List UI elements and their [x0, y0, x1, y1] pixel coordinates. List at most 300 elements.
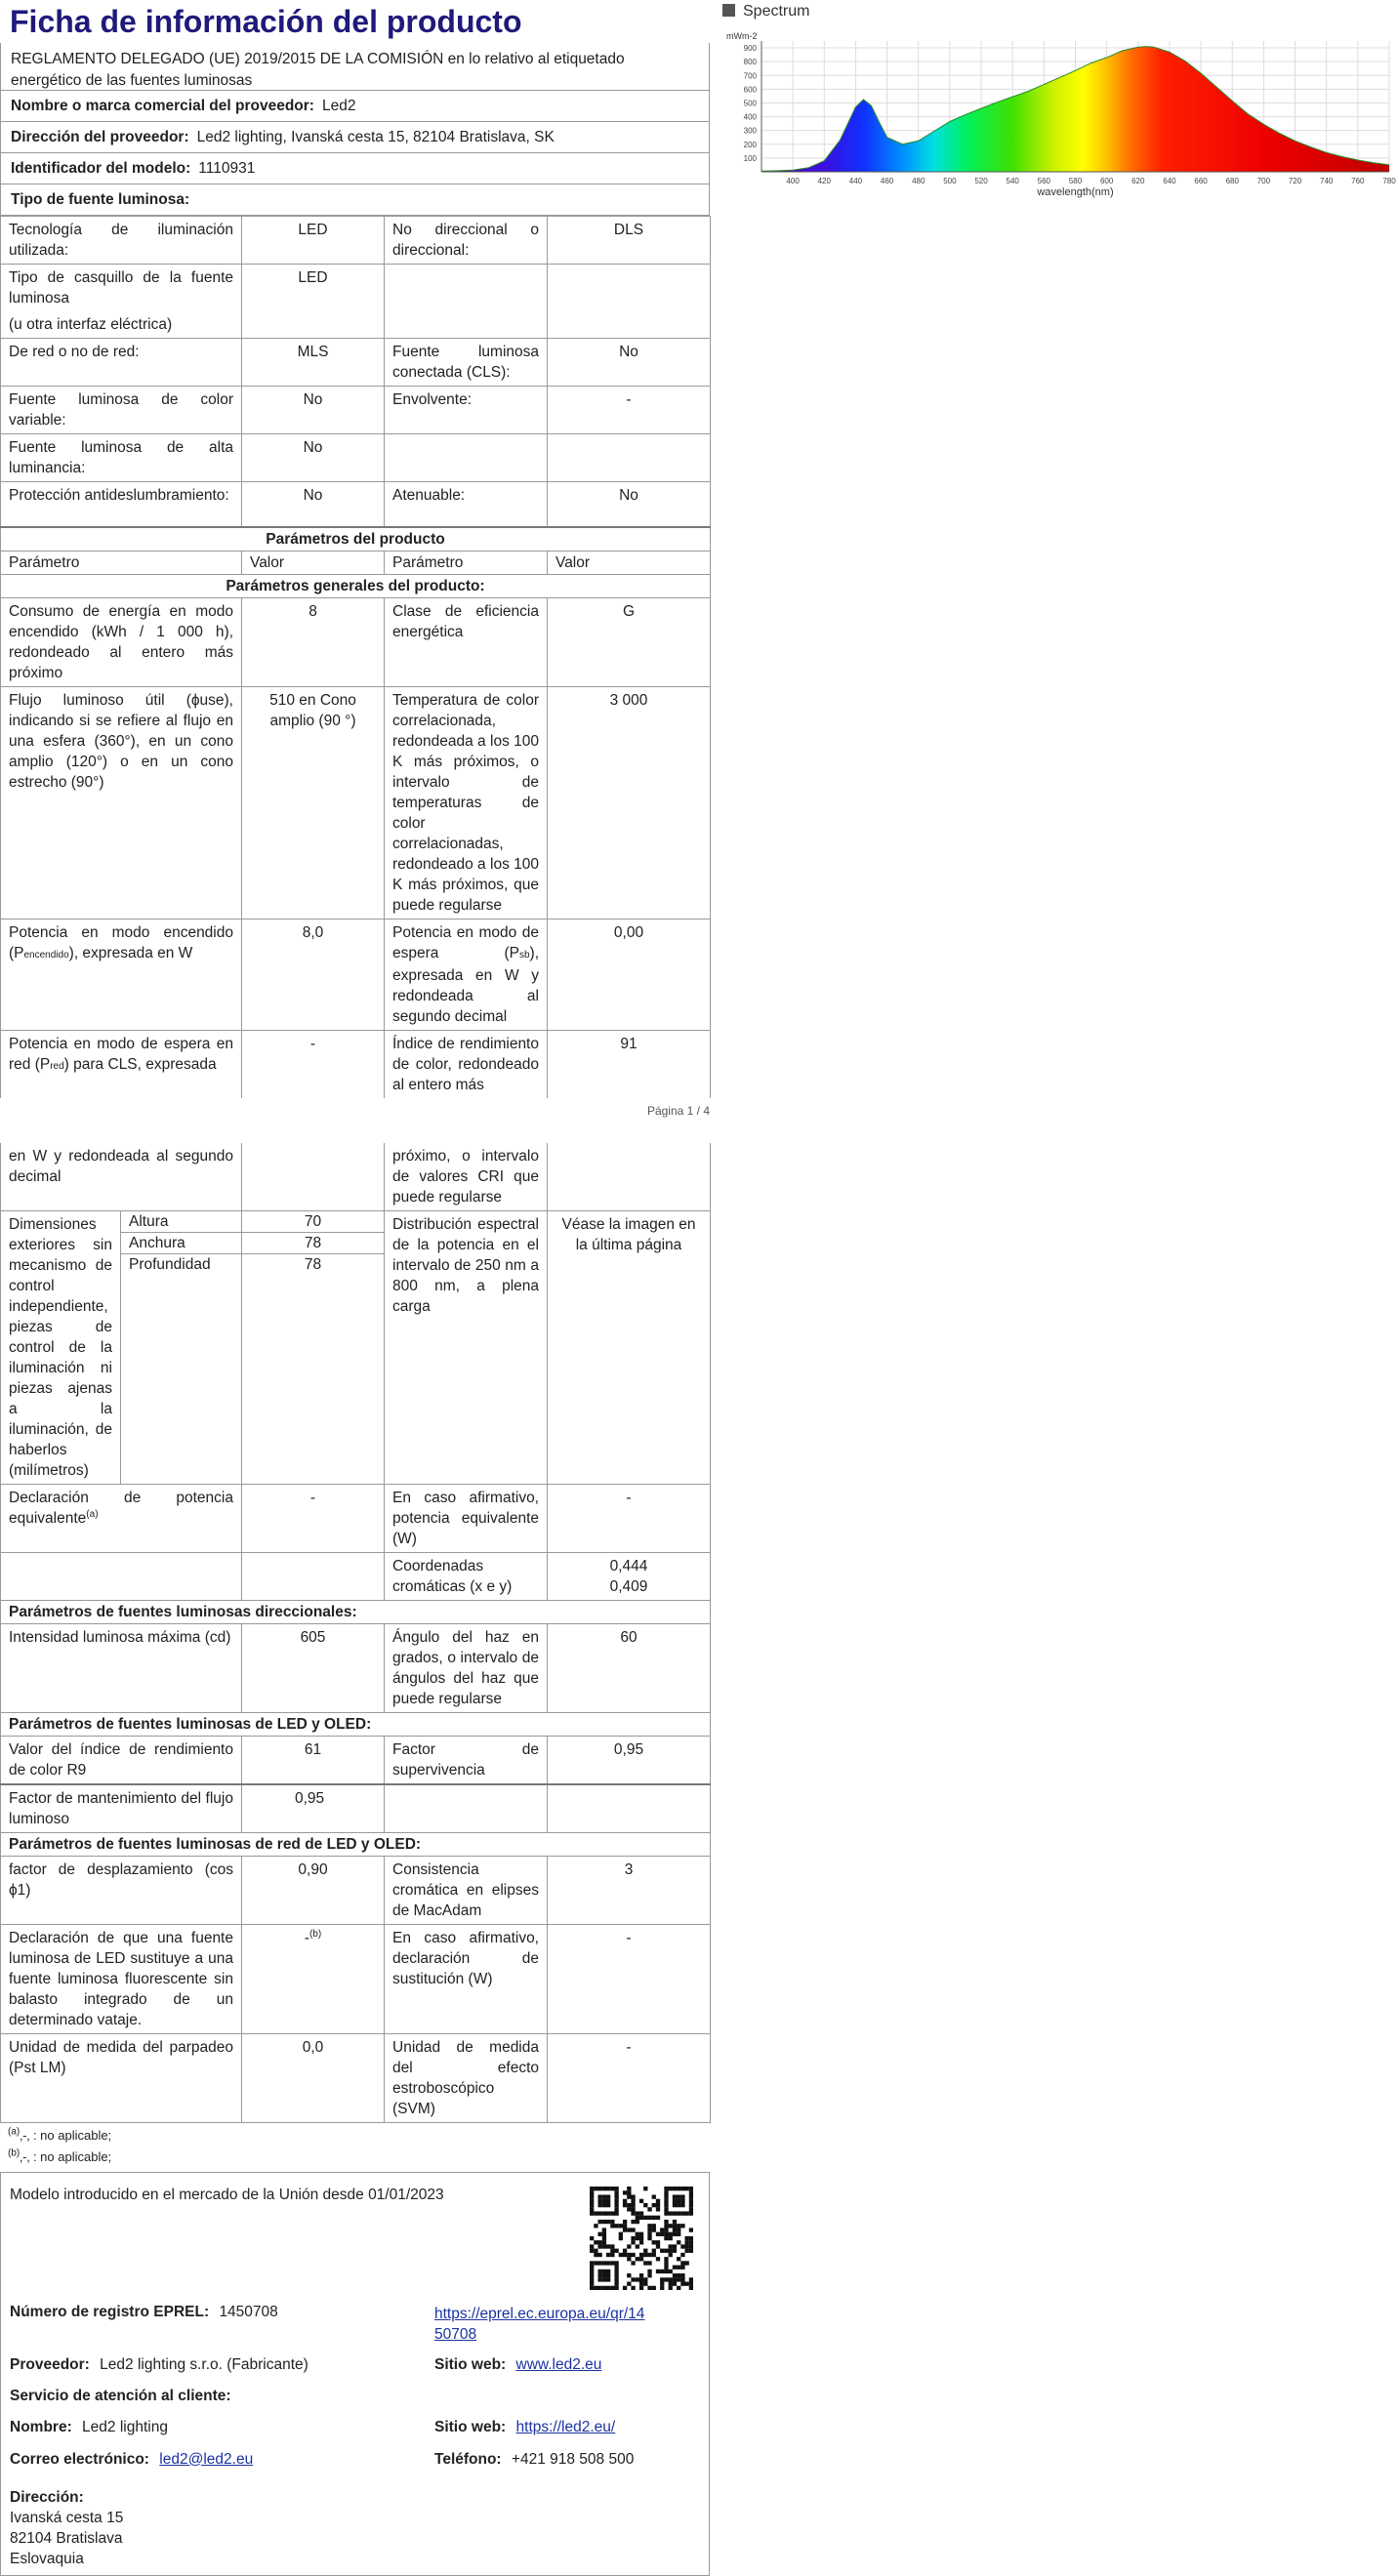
qr-module: [590, 2244, 594, 2248]
qr-module: [590, 2235, 594, 2239]
type-label: Atenuable:: [385, 482, 548, 527]
qr-module: [689, 2211, 693, 2215]
y-axis-label: mWm-2: [726, 31, 758, 41]
qr-module: [680, 2265, 684, 2269]
net-standby-text-end: ) para CLS, expresada: [63, 1055, 217, 1073]
qr-module: [597, 2252, 601, 2256]
footnote-a-text: ‚-‚ : no aplicable;: [20, 2127, 112, 2143]
qr-module: [639, 2281, 643, 2285]
x-tick-label: 400: [786, 177, 800, 185]
depth-value: 78: [242, 1253, 385, 1484]
cct-value: 3 000: [548, 686, 711, 919]
customer-service-heading: Servicio de atención al cliente:: [10, 2387, 231, 2404]
qr-module: [590, 2285, 594, 2289]
qr-module: [602, 2228, 606, 2231]
qr-module: [606, 2194, 610, 2198]
qr-module: [685, 2244, 689, 2248]
qr-module: [689, 2235, 693, 2239]
qr-module: [680, 2202, 684, 2206]
type-value: No: [242, 387, 385, 434]
qr-module: [685, 2235, 689, 2239]
net-standby-sub: red: [50, 1060, 64, 1072]
qr-module: [590, 2198, 594, 2202]
qr-module: [656, 2257, 660, 2261]
cct-label: Temperatura de color correlacionada, redondeada a los 100 K más próximos, o intervalo de temperaturas de color correlacionadas, redondeado a los 100 K más próximos, que puede regularse: [385, 686, 548, 919]
qr-module: [614, 2207, 618, 2211]
qr-module: [627, 2194, 631, 2198]
qr-module: [590, 2211, 594, 2215]
qr-module: [597, 2240, 601, 2244]
fluorescent-dash: -: [304, 1929, 309, 1946]
qr-module: [673, 2265, 677, 2269]
qr-module: [664, 2219, 668, 2223]
qr-module: [623, 2224, 627, 2228]
qr-module: [689, 2190, 693, 2194]
qr-module: [680, 2187, 684, 2190]
qr-module: [673, 2202, 677, 2206]
qr-module: [685, 2261, 689, 2265]
qr-module: [677, 2285, 680, 2289]
qr-module: [673, 2248, 677, 2252]
address-line: Ivanská cesta 15: [10, 2509, 124, 2526]
type-value: No: [548, 482, 711, 527]
on-power-label: [1, 919, 242, 1030]
color-consistency-label: Consistencia cromática en elipses de MacAdam: [385, 1856, 548, 1924]
qr-module: [610, 2248, 614, 2252]
qr-module: [680, 2244, 684, 2248]
qr-module: [669, 2244, 673, 2248]
qr-module: [597, 2202, 601, 2206]
qr-module: [669, 2281, 673, 2285]
qr-module: [590, 2187, 594, 2190]
qr-module: [652, 2215, 656, 2219]
on-power-text: Potencia en modo encendido (P: [9, 923, 233, 961]
x-tick-label: 500: [943, 177, 957, 185]
equiv-label: [1, 1484, 242, 1552]
type-label: [1, 265, 242, 339]
qr-module: [594, 2211, 597, 2215]
qr-module: [597, 2273, 601, 2277]
qr-module: [689, 2240, 693, 2244]
qr-module: [664, 2261, 668, 2265]
address-line: 82104 Bratislava: [10, 2529, 123, 2547]
qr-module: [590, 2194, 594, 2198]
market-date: Modelo introducido en el mercado de la Unión desde 01/01/2023: [10, 2186, 444, 2203]
qr-module: [590, 2202, 594, 2206]
qr-module: [664, 2224, 668, 2228]
equiv-w-value: -: [548, 1484, 711, 1552]
x-tick-label: 600: [1099, 177, 1114, 185]
qr-module: [602, 2202, 606, 2206]
qr-module: [627, 2207, 631, 2211]
type-value: [548, 434, 711, 482]
provider-row: [10, 2356, 309, 2374]
eprel-link-line1[interactable]: https://eprel.ec.europa.eu/qr/14: [434, 2305, 645, 2322]
qr-module: [669, 2211, 673, 2215]
qr-module: [685, 2281, 689, 2285]
qr-module: [614, 2265, 618, 2269]
qr-module: [647, 2228, 651, 2231]
chroma-y: 0,409: [609, 1577, 648, 1595]
address-label: Dirección:: [10, 2488, 84, 2506]
qr-module: [627, 2273, 631, 2277]
qr-module: [664, 2277, 668, 2281]
qr-module: [614, 2202, 618, 2206]
x-tick-label: 580: [1068, 177, 1083, 185]
qr-module: [669, 2285, 673, 2289]
net-standby-value: -: [242, 1030, 385, 1098]
qr-module: [623, 2248, 627, 2252]
qr-module: [597, 2194, 601, 2198]
qr-module: [602, 2219, 606, 2223]
email-link[interactable]: led2@led2.eu: [159, 2450, 254, 2468]
eprel-label: Número de registro EPREL:: [10, 2303, 210, 2320]
qr-module: [614, 2248, 618, 2252]
r9-value: 61: [242, 1736, 385, 1784]
x-tick-label: 680: [1225, 177, 1239, 185]
qr-module: [664, 2190, 668, 2194]
qr-module: [602, 2231, 606, 2235]
qr-module: [643, 2202, 647, 2206]
qr-module: [656, 2215, 660, 2219]
qr-module: [636, 2277, 639, 2281]
y-tick-label: 300: [743, 126, 757, 136]
qr-module: [660, 2269, 664, 2272]
qr-module: [656, 2269, 660, 2272]
fluorescent-value: [242, 1924, 385, 2033]
supplier-name-row: [0, 91, 710, 122]
qr-module: [594, 2187, 597, 2190]
address-line: Eslovaquia: [10, 2550, 84, 2567]
qr-module: [606, 2219, 610, 2223]
footer-box: [0, 2172, 710, 2576]
eprel-link[interactable]: [434, 2304, 644, 2345]
qr-module: [606, 2211, 610, 2215]
chroma-value: [548, 1552, 711, 1600]
y-tick-label: 700: [743, 71, 757, 81]
qr-module: [602, 2244, 606, 2248]
qr-module: [652, 2194, 656, 2198]
qr-module: [627, 2244, 631, 2248]
qr-module: [664, 2202, 668, 2206]
qr-module: [631, 2198, 635, 2202]
qr-module: [660, 2248, 664, 2252]
website2-row: [434, 2419, 615, 2436]
provider-label: Proveedor:: [10, 2355, 90, 2373]
qr-module: [680, 2273, 684, 2277]
flux-label: Flujo luminoso útil (ϕuse), indicando si se refiere al flujo en una esfera (360°), en un cono amplio (120°) o en un cono estrecho (90°): [1, 686, 242, 919]
y-tick-label: 100: [743, 153, 757, 163]
flux-value: 510 en Cono amplio (90 °): [242, 686, 385, 919]
color-consistency-value: 3: [548, 1856, 711, 1924]
light-source-type-row: [0, 184, 710, 216]
directional-heading: Parámetros de fuentes luminosas direccionales:: [1, 1600, 711, 1623]
qr-module: [602, 2285, 606, 2289]
qr-module: [614, 2277, 618, 2281]
spectrum-chart: [722, 29, 1399, 234]
qr-module: [677, 2198, 680, 2202]
qr-module: [631, 2285, 635, 2289]
footnote-a-mark: (a): [8, 2126, 21, 2138]
x-tick-label: 540: [1006, 177, 1019, 185]
qr-module: [631, 2202, 635, 2206]
qr-module: [656, 2231, 660, 2235]
x-tick-label: 620: [1132, 177, 1145, 185]
qr-module: [636, 2235, 639, 2239]
x-tick-label: 480: [912, 177, 926, 185]
qr-module: [643, 2215, 647, 2219]
qr-module: [677, 2187, 680, 2190]
qr-module: [673, 2231, 677, 2235]
qr-module: [590, 2281, 594, 2285]
supplier-address-value: Led2 lighting, Ivanská cesta 15, 82104 Bratislava, SK: [196, 129, 555, 145]
website-link[interactable]: www.led2.eu: [515, 2355, 602, 2373]
supplier-name-label: Nombre o marca comercial del proveedor:: [11, 98, 314, 114]
qr-module: [614, 2273, 618, 2277]
qr-module: [606, 2198, 610, 2202]
qr-module: [664, 2248, 668, 2252]
type-label: De red o no de red:: [1, 339, 242, 387]
led-oled-heading: Parámetros de fuentes luminosas de LED y OLED:: [1, 1712, 711, 1736]
qr-module: [597, 2285, 601, 2289]
qr-module: [689, 2248, 693, 2252]
qr-module: [652, 2285, 656, 2289]
cri-label-cont: próximo, o intervalo de valores CRI que puede regularse: [385, 1143, 548, 1211]
qr-module: [631, 2235, 635, 2239]
qr-module: [606, 2277, 610, 2281]
x-tick-label: 660: [1194, 177, 1208, 185]
qr-module: [643, 2277, 647, 2281]
page-break: [0, 1098, 710, 1143]
qr-module: [656, 2198, 660, 2202]
col-header-param: Parámetro: [1, 551, 242, 574]
qr-module: [664, 2269, 668, 2272]
qr-module: [680, 2261, 684, 2265]
qr-module: [660, 2231, 664, 2235]
qr-module: [664, 2211, 668, 2215]
qr-module: [680, 2277, 684, 2281]
qr-module: [602, 2269, 606, 2272]
qr-module: [677, 2228, 680, 2231]
model-row: [0, 153, 710, 184]
qr-module: [639, 2257, 643, 2261]
qr-module: [669, 2224, 673, 2228]
qr-module: [597, 2231, 601, 2235]
qr-module: [652, 2240, 656, 2244]
qr-module: [627, 2202, 631, 2206]
y-tick-label: 600: [743, 85, 757, 95]
survival-value: 0,95: [548, 1736, 711, 1784]
qr-module: [590, 2207, 594, 2211]
qr-module: [597, 2187, 601, 2190]
website2-link[interactable]: https://led2.eu/: [515, 2418, 616, 2435]
qr-module: [639, 2240, 643, 2244]
on-power-value: 8,0: [242, 919, 385, 1030]
qr-module: [590, 2273, 594, 2277]
qr-module: [639, 2211, 643, 2215]
qr-module: [594, 2224, 597, 2228]
y-tick-label: 900: [743, 44, 757, 54]
qr-module: [669, 2235, 673, 2239]
qr-module: [619, 2252, 623, 2256]
y-tick-label: 200: [743, 140, 757, 149]
qr-module: [594, 2285, 597, 2289]
qr-module: [602, 2187, 606, 2190]
qr-module: [623, 2252, 627, 2256]
qr-module: [689, 2202, 693, 2206]
qr-module: [614, 2281, 618, 2285]
eprel-link-line2[interactable]: 50708: [434, 2325, 477, 2343]
energy-label: Consumo de energía en modo encendido (kWh / 1 000 h), redondeado al entero más próximo: [1, 597, 242, 686]
x-tick-label: 440: [848, 177, 863, 185]
qr-module: [647, 2273, 651, 2277]
on-power-text-end: ), expresada en W: [68, 944, 193, 961]
empty-cell: [242, 1552, 385, 1600]
qr-module: [594, 2261, 597, 2265]
website-label: Sitio web:: [434, 2355, 507, 2373]
qr-module: [669, 2231, 673, 2235]
qr-module: [677, 2265, 680, 2269]
qr-module: [597, 2269, 601, 2272]
qr-module: [606, 2187, 610, 2190]
qr-module: [647, 2252, 651, 2256]
qr-module: [664, 2265, 668, 2269]
general-params-heading: Parámetros generales del producto:: [1, 574, 711, 597]
qr-module: [652, 2202, 656, 2206]
height-value: 70: [242, 1210, 385, 1232]
qr-module: [602, 2211, 606, 2215]
chroma-x: 0,444: [609, 1557, 648, 1574]
fluorescent-label: Declaración de que una fuente luminosa de LED sustituye a una fuente luminosa fluorescente sin balasto integrado de un determinado vataje.: [1, 1924, 242, 2033]
contact-name-value: Led2 lighting: [82, 2418, 168, 2435]
type-label: [385, 434, 548, 482]
fluorescent-w-label: En caso afirmativo, declaración de sustitución (W): [385, 1924, 548, 2033]
qr-module: [669, 2248, 673, 2252]
qr-module: [614, 2198, 618, 2202]
qr-module: [660, 2285, 664, 2289]
qr-module: [619, 2235, 623, 2239]
qr-module: [685, 2211, 689, 2215]
cap-type-text: Tipo de casquillo de la fuente luminosa: [9, 269, 233, 307]
qr-module: [652, 2248, 656, 2252]
qr-module: [673, 2244, 677, 2248]
qr-module: [643, 2252, 647, 2256]
email-row: [10, 2451, 253, 2469]
type-value: No: [548, 339, 711, 387]
qr-module: [627, 2252, 631, 2256]
qr-module: [647, 2215, 651, 2219]
qr-module: [636, 2211, 639, 2215]
type-value: LED: [242, 265, 385, 339]
qr-module: [602, 2277, 606, 2281]
y-tick-label: 800: [743, 58, 757, 67]
qr-module: [673, 2187, 677, 2190]
qr-module: [685, 2187, 689, 2190]
type-label: Tecnología de iluminación utilizada:: [1, 217, 242, 265]
model-label: Identificador del modelo:: [11, 160, 191, 177]
equiv-value: -: [242, 1484, 385, 1552]
qr-module: [606, 2261, 610, 2265]
qr-module: [623, 2202, 627, 2206]
survival-label: Factor de supervivencia: [385, 1736, 548, 1784]
qr-module: [627, 2228, 631, 2231]
address-block: [10, 2487, 123, 2569]
y-tick-label: 400: [743, 112, 757, 122]
qr-module: [590, 2261, 594, 2265]
qr-module: [631, 2211, 635, 2215]
type-label: Fuente luminosa conectada (CLS):: [385, 339, 548, 387]
qr-module: [627, 2187, 631, 2190]
qr-module: [647, 2231, 651, 2235]
qr-module: [673, 2198, 677, 2202]
stroboscopic-label: Unidad de medida del efecto estroboscópico (SVM): [385, 2033, 548, 2122]
qr-module: [594, 2252, 597, 2256]
footnote-b-text: ‚-‚ : no aplicable;: [20, 2148, 112, 2164]
type-value: LED: [242, 217, 385, 265]
qr-module: [656, 2240, 660, 2244]
qr-module: [664, 2257, 668, 2261]
y-tick-label: 500: [743, 99, 757, 108]
qr-module: [606, 2202, 610, 2206]
page-number: Página 1 / 4: [646, 1103, 710, 1118]
qr-module: [656, 2202, 660, 2206]
params-table-continued: [0, 1143, 711, 2123]
qr-module: [689, 2285, 693, 2289]
x-tick-label: 700: [1256, 177, 1271, 185]
qr-module: [680, 2198, 684, 2202]
qr-module: [623, 2219, 627, 2223]
qr-module: [614, 2224, 618, 2228]
qr-module: [590, 2265, 594, 2269]
peak-label: Intensidad luminosa máxima (cd): [1, 1623, 242, 1712]
qr-module: [614, 2261, 618, 2265]
standby-power-label: [385, 919, 548, 1030]
qr-module: [680, 2211, 684, 2215]
legend-square-icon: [722, 4, 735, 17]
depth-label: Profundidad: [121, 1253, 242, 1484]
qr-module: [664, 2235, 668, 2239]
qr-module: [614, 2285, 618, 2289]
qr-module: [610, 2252, 614, 2256]
empty-cell: [1, 1552, 242, 1600]
qr-module: [689, 2277, 693, 2281]
supplier-address-label: Dirección del proveedor:: [11, 129, 189, 145]
qr-module: [610, 2261, 614, 2265]
qr-module: [590, 2190, 594, 2194]
qr-module: [647, 2285, 651, 2289]
website-row: [434, 2356, 601, 2374]
qr-module: [602, 2194, 606, 2198]
qr-module: [631, 2207, 635, 2211]
qr-module: [677, 2211, 680, 2215]
x-tick-label: 640: [1163, 177, 1176, 185]
qr-module: [680, 2224, 684, 2228]
qr-module: [643, 2248, 647, 2252]
on-power-sub: encendido: [23, 949, 69, 961]
qr-module: [656, 2244, 660, 2248]
phone-value: +421 918 508 500: [511, 2450, 635, 2468]
type-label: Protección antideslumbramiento:: [1, 482, 242, 527]
qr-module: [677, 2277, 680, 2281]
eprel-row: [10, 2304, 278, 2321]
provider-value: Led2 lighting s.r.o. (Fabricante): [100, 2355, 309, 2373]
type-table: [0, 216, 711, 1098]
light-source-type-heading: Tipo de fuente luminosa:: [11, 191, 190, 208]
qr-module: [647, 2207, 651, 2211]
maintenance-label: Factor de mantenimiento del flujo luminoso: [1, 1784, 242, 1833]
flicker-value: 0,0: [242, 2033, 385, 2122]
qr-module: [631, 2228, 635, 2231]
